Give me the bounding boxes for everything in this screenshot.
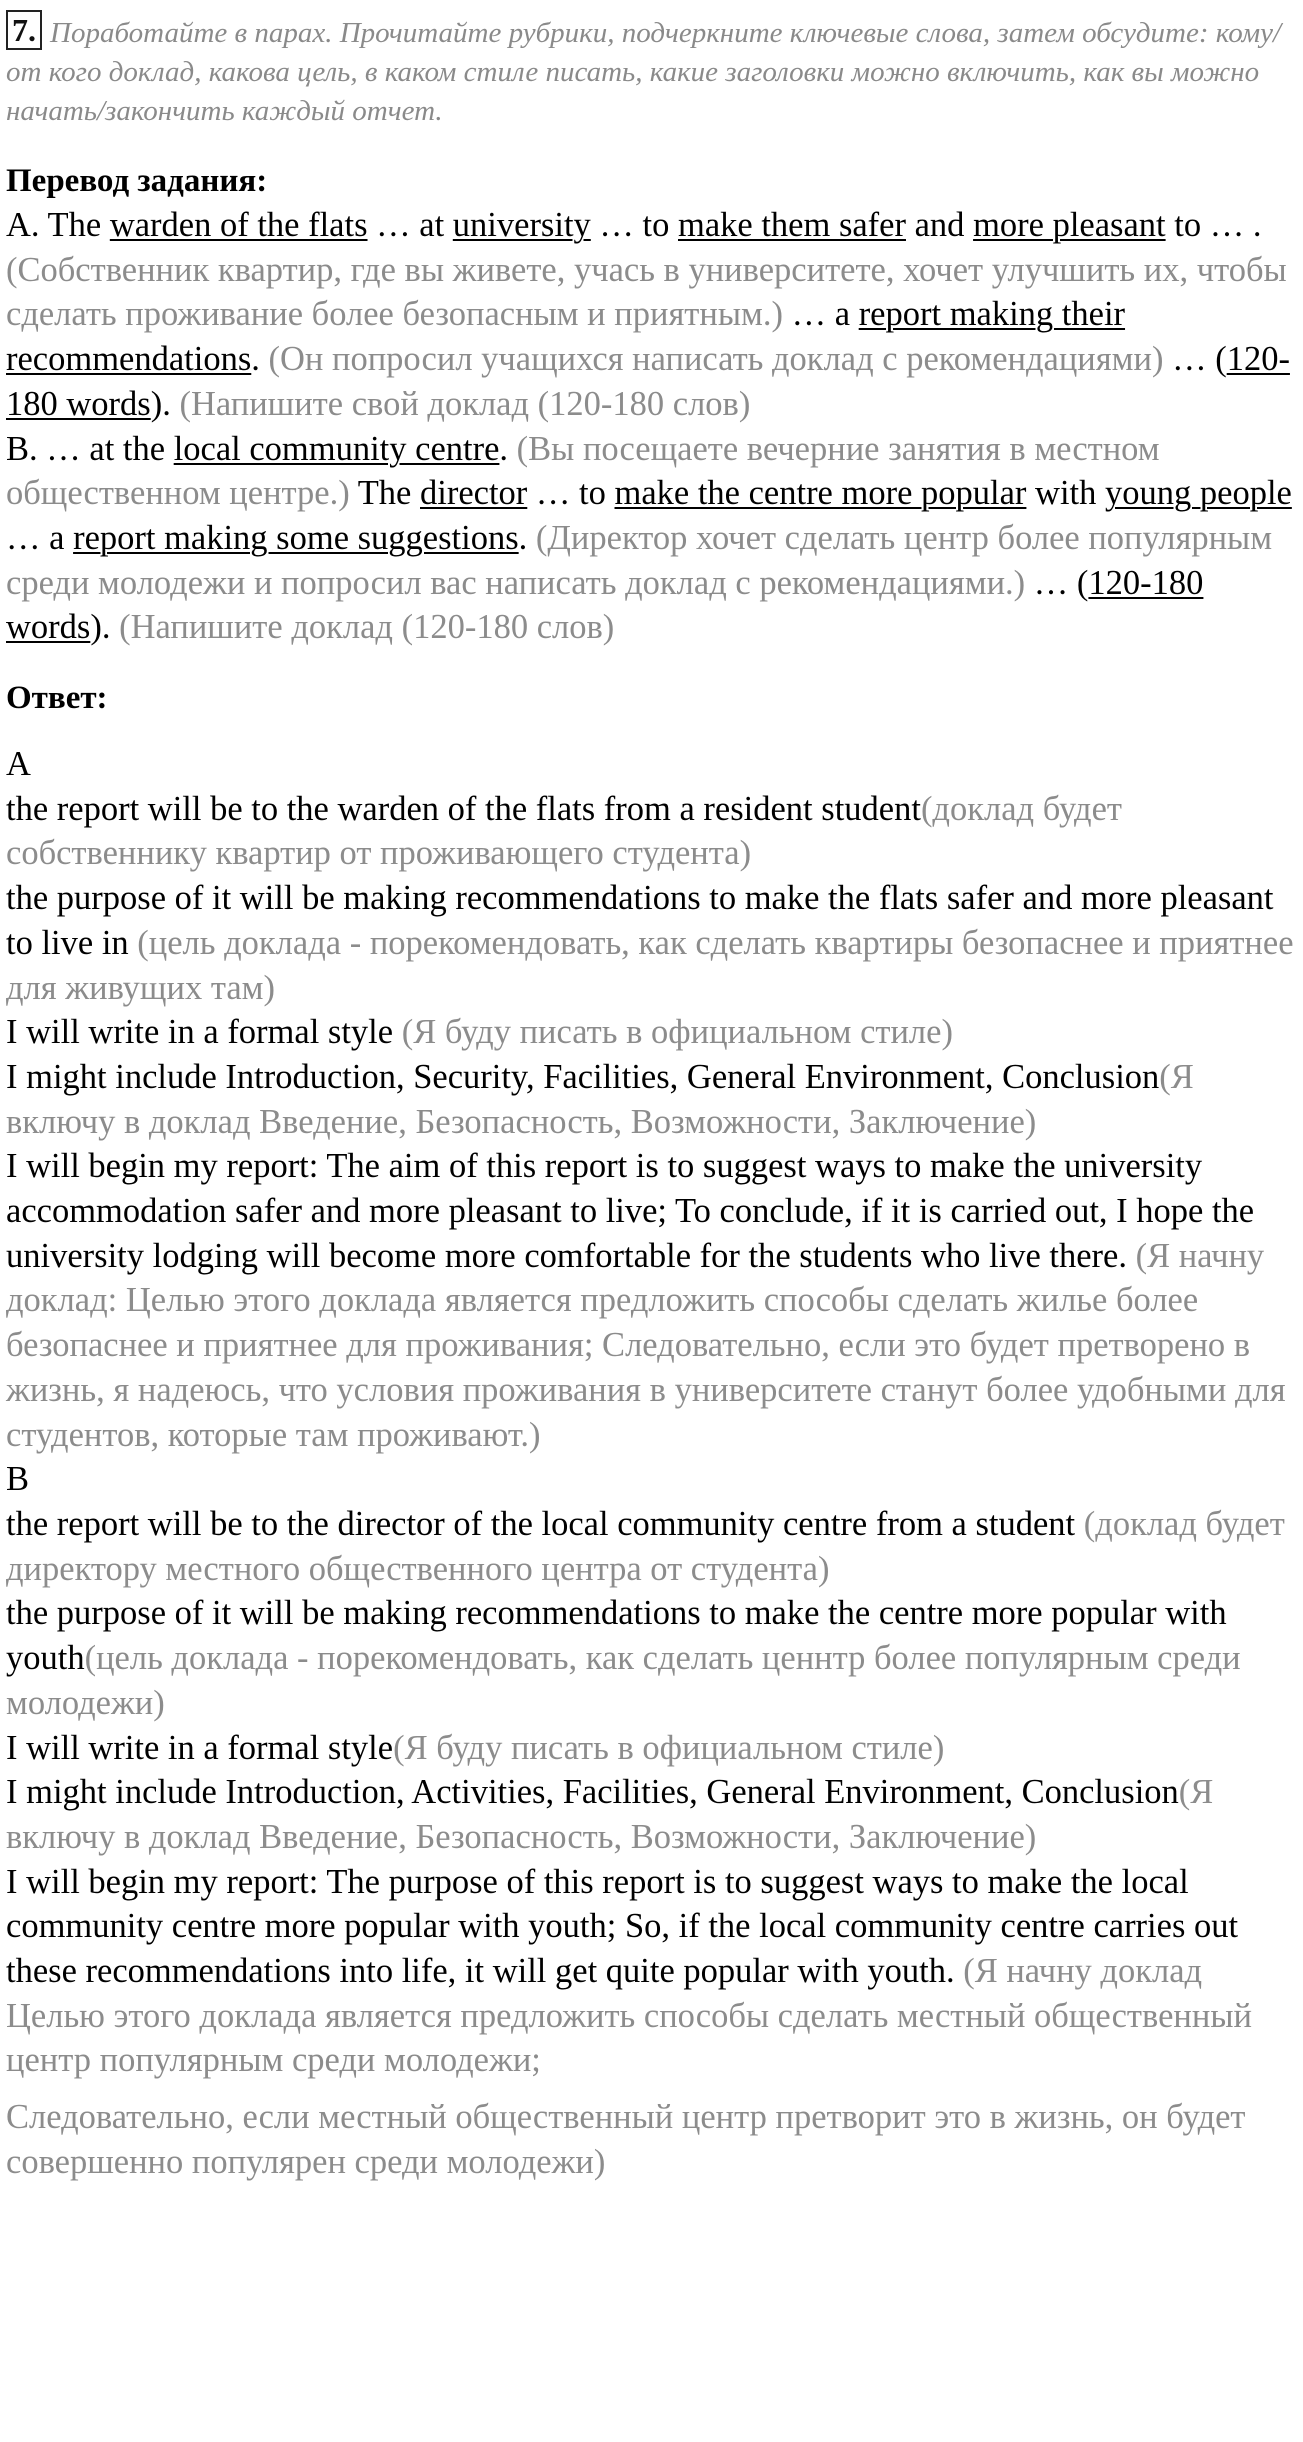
document-page xyxy=(6,10,1296,2185)
text-run: I will begin my report: The aim of this report is to suggest ways to make the university accommodation safer and more pleasant to live; To conclude, if it is carried out, I hope the university lodging will become more comfortable for the students who live there. xyxy=(6,1147,1255,1275)
text-run: ). xyxy=(90,608,120,647)
answer-item xyxy=(6,1502,1296,1591)
text-run: I might include Introduction, Security, Facilities, General Environment, Conclusion xyxy=(6,1057,1160,1096)
answer-item xyxy=(6,1770,1296,1859)
text-run: the report will be to the warden of the flats from a resident student xyxy=(6,789,921,828)
russian-translation: (Я буду писать в официальном стиле) xyxy=(393,1728,945,1767)
text-run: I will begin my report: The purpose of this report is to suggest ways to make the local community centre more popular with youth; So, if the local community centre carries out these recommendations into life, it will get quite popular with youth. xyxy=(6,1862,1239,1991)
task-text: Поработайте в парах. Прочитайте рубрики, подчеркните ключевые слова, затем обсудите: кому/от кого доклад, какова цель, в каком стиле писать, какие заголовки можно включить, как вы можно начать/закончить каждый отчет. xyxy=(6,17,1282,127)
text-run: the report will be to the director of the local community centre from a student xyxy=(6,1504,1084,1543)
russian-translation: (цель доклада - порекомендовать, как сделать ценнтр более популярным среди молодежи) xyxy=(6,1639,1241,1722)
text-run: ). xyxy=(150,384,180,423)
underlined-keyword: make the centre more popular xyxy=(614,474,1027,513)
text-run: … to xyxy=(590,206,678,244)
text-run: A. The xyxy=(6,206,110,244)
russian-translation: (Я буду писать в официальном стиле) xyxy=(401,1013,953,1052)
russian-translation: (Напишите доклад (120-180 слов) xyxy=(119,608,615,647)
russian-translation: (Он попросил учащихся написать доклад с рекомендациями) xyxy=(268,340,1164,379)
text-run: . xyxy=(518,518,536,557)
text-run: … a xyxy=(782,295,859,334)
underlined-keyword: more pleasant xyxy=(973,206,1166,244)
task-number: 7. xyxy=(6,10,42,50)
text-run: I will write in a formal style xyxy=(6,1728,394,1767)
underlined-keyword: report making some suggestions xyxy=(73,518,519,557)
russian-translation: (Собственник квартир, где вы живете, учась в университете, хочет улучшить их, чтобы сделать проживание более безопасным и приятным.) xyxy=(6,250,1287,334)
text-run: the purpose of it will be making recommendations to make the flats safer and more pleasant to live in xyxy=(6,879,1274,962)
underlined-keyword: director xyxy=(420,474,528,513)
answer-item xyxy=(6,1860,1296,2084)
underlined-keyword: local community centre xyxy=(173,429,500,468)
answer-item xyxy=(6,1055,1296,1144)
underlined-keyword: warden of the flats xyxy=(109,206,368,244)
text-run: . xyxy=(251,340,269,379)
underlined-keyword: make them safer xyxy=(678,206,906,244)
answer-closing: Следовательно, если местный общественный центр претворит это в жизнь, он будет совершенно популярен среди молодежи) xyxy=(6,2098,1246,2181)
translation-part-a xyxy=(6,203,1296,427)
answer-item xyxy=(6,1144,1296,1457)
translation-part-b xyxy=(6,427,1296,651)
translation-heading: Перевод задания: xyxy=(6,163,268,199)
text-run: I will write in a formal style xyxy=(6,1013,402,1052)
text-run: B. … at the xyxy=(6,429,174,468)
answer-a-label: A xyxy=(6,745,31,784)
underlined-keyword: report making their recommendations xyxy=(6,295,1126,379)
russian-translation: (доклад будет собственнику квартир от проживающего студента) xyxy=(6,789,1122,873)
text-run: … a xyxy=(6,518,74,557)
underlined-keyword: university xyxy=(452,206,591,244)
russian-translation: (Я начну доклад: Целью этого доклада является предложить способы сделать жилье более безопаснее и приятнее для проживания; Следовательно, если это будет претворено в жизнь, я надеюсь, что условия проживания в университете станут более удобными для студентов, которые там проживают.) xyxy=(6,1236,1286,1454)
russian-translation: (Я включу в доклад Введение, Безопасность, Возможности, Заключение) xyxy=(6,1773,1214,1856)
text-run: … at xyxy=(367,206,453,244)
answer-heading: Ответ: xyxy=(6,680,108,717)
text-run: I might include Introduction, Activities, Facilities, General Environment, Conclusion xyxy=(6,1773,1179,1812)
text-run: … to xyxy=(527,474,615,513)
answer-a-list xyxy=(6,787,1296,1458)
text-run: and xyxy=(905,206,974,244)
text-run: … ( xyxy=(1025,563,1089,602)
russian-translation: (Я начну доклад Целью этого доклада является предложить способы сделать местный общественный центр популярным среди молодежи; xyxy=(6,1952,1252,2080)
answer-item xyxy=(6,876,1296,1010)
underlined-keyword: 120-180 words xyxy=(6,563,1204,647)
answer-item xyxy=(6,1591,1296,1725)
text-run: . xyxy=(499,429,517,468)
russian-translation: (Вы посещаете вечерние занятия в местном общественном центре.) xyxy=(6,429,1160,513)
russian-translation: (Я включу в доклад Введение, Безопасность, Возможности, Заключение) xyxy=(6,1057,1194,1141)
text-run: The xyxy=(349,474,420,513)
russian-translation: (доклад будет директору местного общественного центра от студента) xyxy=(6,1504,1285,1588)
answer-item xyxy=(6,1010,1296,1055)
text-run: to … . xyxy=(1165,206,1262,244)
russian-translation: (цель доклада - порекомендовать, как сделать квартиры безопаснее и приятнее для живущих там) xyxy=(6,923,1294,1007)
answer-item xyxy=(6,787,1296,876)
answer-item xyxy=(6,1726,1296,1771)
answer-b-label: B xyxy=(6,1460,30,1499)
underlined-keyword: 120-180 words xyxy=(6,340,1290,423)
text-run: … ( xyxy=(1163,340,1227,379)
answer-b-list xyxy=(6,1502,1296,2083)
russian-translation: (Напишите свой доклад (120-180 слов) xyxy=(179,384,751,423)
text-run: the purpose of it will be making recommendations to make the centre more popular with youth xyxy=(6,1594,1227,1678)
russian-translation: (Директор хочет сделать центр более популярным среди молодежи и попросил вас написать доклад с рекомендациями.) xyxy=(6,518,1273,602)
task-instruction xyxy=(6,10,1296,131)
underlined-keyword: young people xyxy=(1105,474,1292,513)
text-run: with xyxy=(1026,474,1105,513)
